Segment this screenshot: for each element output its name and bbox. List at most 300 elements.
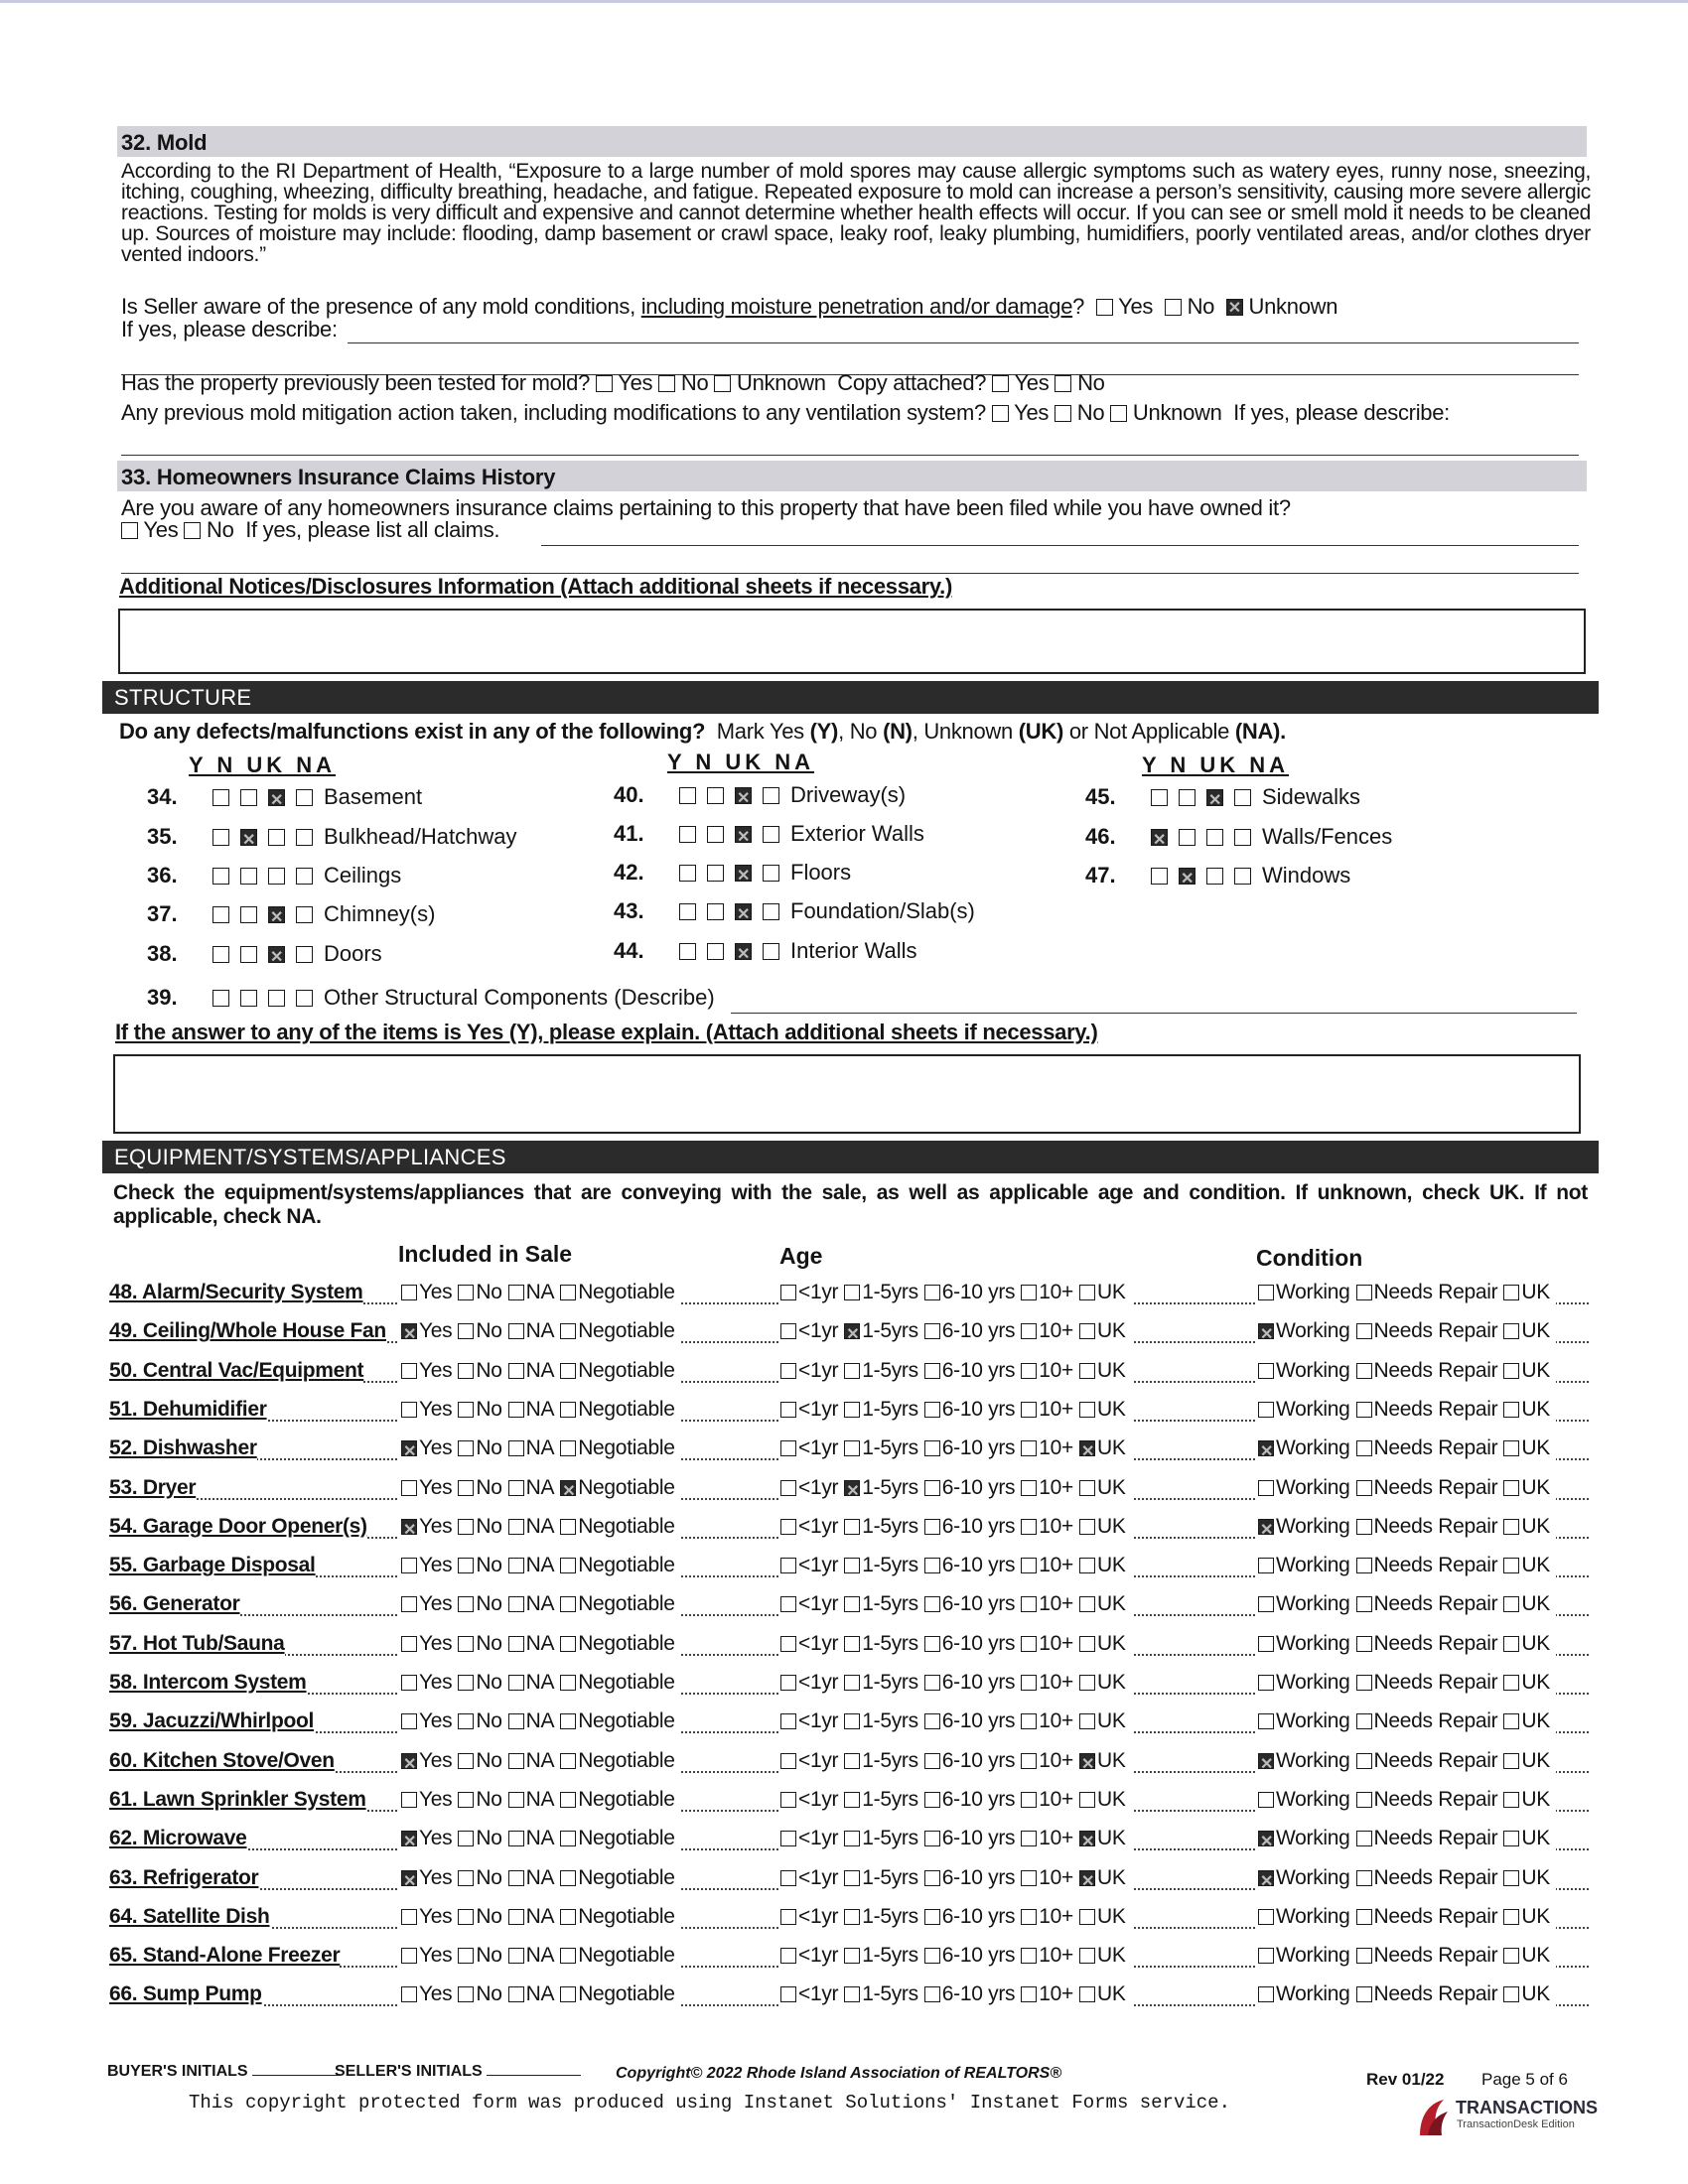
included-checkbox[interactable]	[560, 1675, 576, 1691]
included-option[interactable]	[560, 1788, 674, 1811]
condition-option[interactable]	[1258, 1319, 1350, 1342]
condition-checkbox[interactable]	[1356, 1363, 1372, 1379]
condition-checkbox[interactable]	[1503, 1596, 1519, 1612]
age-checkbox[interactable]	[1021, 1558, 1037, 1573]
buyer-initials-field[interactable]	[252, 2075, 340, 2076]
condition-checkbox[interactable]	[1356, 1558, 1372, 1573]
included-checkbox[interactable]	[458, 1792, 474, 1808]
included-option[interactable]	[508, 1632, 555, 1655]
condition-checkbox[interactable]	[1503, 1440, 1519, 1456]
age-checkbox[interactable]	[1021, 1402, 1037, 1418]
age-option[interactable]	[1079, 1982, 1126, 2005]
included-option[interactable]	[458, 1866, 501, 1889]
condition-checkbox[interactable]	[1356, 1675, 1372, 1691]
included-option[interactable]	[401, 1944, 452, 1967]
condition-checkbox[interactable]	[1258, 1870, 1274, 1886]
age-option[interactable]	[780, 1905, 838, 1928]
age-checkbox[interactable]	[844, 1713, 860, 1729]
age-checkbox[interactable]	[844, 1675, 860, 1691]
age-option[interactable]	[1079, 1554, 1126, 1576]
condition-option[interactable]	[1503, 1788, 1550, 1811]
condition-checkbox[interactable]	[1258, 1519, 1274, 1535]
included-checkbox[interactable]	[458, 1675, 474, 1691]
age-checkbox[interactable]	[1021, 1675, 1037, 1691]
cb-n[interactable]	[1179, 789, 1196, 806]
age-option[interactable]	[1021, 1827, 1073, 1849]
age-checkbox[interactable]	[1021, 1948, 1037, 1964]
condition-option[interactable]	[1503, 1905, 1550, 1928]
age-checkbox[interactable]	[924, 1909, 940, 1925]
cb-na[interactable]	[296, 829, 313, 846]
included-option[interactable]	[458, 1436, 501, 1459]
age-option[interactable]	[780, 1632, 838, 1655]
condition-option[interactable]	[1356, 1554, 1498, 1576]
age-checkbox[interactable]	[844, 1596, 860, 1612]
age-checkbox[interactable]	[1079, 1363, 1095, 1379]
included-checkbox[interactable]	[508, 1285, 524, 1300]
included-option[interactable]	[560, 1359, 674, 1382]
cb-n[interactable]	[240, 990, 257, 1007]
age-checkbox[interactable]	[844, 1480, 860, 1496]
included-option[interactable]	[458, 1632, 501, 1655]
age-option[interactable]	[1021, 1359, 1073, 1382]
cb-na[interactable]	[763, 903, 779, 920]
age-checkbox[interactable]	[1021, 1480, 1037, 1496]
condition-option[interactable]	[1503, 1476, 1550, 1499]
cb-na[interactable]	[763, 787, 779, 804]
age-checkbox[interactable]	[844, 1636, 860, 1652]
condition-option[interactable]	[1258, 1281, 1350, 1303]
age-checkbox[interactable]	[780, 1519, 796, 1535]
age-option[interactable]	[780, 1592, 838, 1615]
condition-option[interactable]	[1356, 1515, 1498, 1538]
included-checkbox[interactable]	[560, 1519, 576, 1535]
age-checkbox[interactable]	[780, 1558, 796, 1573]
included-checkbox[interactable]	[508, 1363, 524, 1379]
age-checkbox[interactable]	[844, 1870, 860, 1886]
condition-checkbox[interactable]	[1503, 1948, 1519, 1964]
mold-q3-no-checkbox[interactable]	[1055, 405, 1071, 422]
included-checkbox[interactable]	[401, 1909, 417, 1925]
age-option[interactable]	[780, 1436, 838, 1459]
age-option[interactable]	[1079, 1709, 1126, 1732]
condition-checkbox[interactable]	[1356, 1323, 1372, 1339]
included-option[interactable]	[508, 1476, 555, 1499]
condition-checkbox[interactable]	[1503, 1636, 1519, 1652]
included-option[interactable]	[508, 1554, 555, 1576]
condition-checkbox[interactable]	[1356, 1986, 1372, 2002]
condition-option[interactable]	[1503, 1749, 1550, 1772]
age-checkbox[interactable]	[780, 1909, 796, 1925]
condition-option[interactable]	[1356, 1905, 1498, 1928]
condition-checkbox[interactable]	[1258, 1792, 1274, 1808]
age-checkbox[interactable]	[1021, 1713, 1037, 1729]
mold-q1-unknown-checkbox[interactable]	[1226, 299, 1243, 316]
cb-na[interactable]	[1234, 868, 1251, 885]
included-option[interactable]	[508, 1827, 555, 1849]
condition-checkbox[interactable]	[1258, 1363, 1274, 1379]
included-option[interactable]	[560, 1398, 674, 1421]
cb-n[interactable]	[1179, 829, 1196, 846]
included-checkbox[interactable]	[401, 1713, 417, 1729]
age-option[interactable]	[924, 1827, 1015, 1849]
included-checkbox[interactable]	[508, 1440, 524, 1456]
included-checkbox[interactable]	[458, 1558, 474, 1573]
age-option[interactable]	[780, 1982, 838, 2005]
cb-y[interactable]	[212, 789, 229, 806]
condition-option[interactable]	[1258, 1592, 1350, 1615]
age-checkbox[interactable]	[924, 1363, 940, 1379]
condition-checkbox[interactable]	[1356, 1636, 1372, 1652]
age-checkbox[interactable]	[924, 1558, 940, 1573]
age-checkbox[interactable]	[844, 1558, 860, 1573]
included-checkbox[interactable]	[401, 1285, 417, 1300]
included-option[interactable]	[458, 1709, 501, 1732]
age-checkbox[interactable]	[1079, 1870, 1095, 1886]
age-checkbox[interactable]	[924, 1675, 940, 1691]
cb-y[interactable]	[212, 990, 229, 1007]
included-checkbox[interactable]	[401, 1480, 417, 1496]
condition-option[interactable]	[1503, 1281, 1550, 1303]
condition-option[interactable]	[1503, 1866, 1550, 1889]
age-checkbox[interactable]	[924, 1986, 940, 2002]
condition-option[interactable]	[1356, 1476, 1498, 1499]
included-checkbox[interactable]	[508, 1558, 524, 1573]
age-option[interactable]	[1021, 1944, 1073, 1967]
included-option[interactable]	[401, 1319, 452, 1342]
included-checkbox[interactable]	[508, 1753, 524, 1769]
included-option[interactable]	[458, 1554, 501, 1576]
age-option[interactable]	[924, 1866, 1015, 1889]
age-checkbox[interactable]	[1021, 1831, 1037, 1846]
age-option[interactable]	[1079, 1359, 1126, 1382]
age-option[interactable]	[924, 1632, 1015, 1655]
condition-checkbox[interactable]	[1503, 1558, 1519, 1573]
age-option[interactable]	[780, 1398, 838, 1421]
age-checkbox[interactable]	[924, 1753, 940, 1769]
included-option[interactable]	[401, 1398, 452, 1421]
age-checkbox[interactable]	[1079, 1440, 1095, 1456]
age-option[interactable]	[844, 1866, 918, 1889]
included-option[interactable]	[560, 1632, 674, 1655]
age-option[interactable]	[1079, 1827, 1126, 1849]
age-checkbox[interactable]	[780, 1753, 796, 1769]
cb-na[interactable]	[296, 906, 313, 923]
condition-checkbox[interactable]	[1356, 1753, 1372, 1769]
age-checkbox[interactable]	[844, 1363, 860, 1379]
age-option[interactable]	[844, 1398, 918, 1421]
cb-n[interactable]	[240, 829, 257, 846]
age-checkbox[interactable]	[1079, 1986, 1095, 2002]
included-checkbox[interactable]	[458, 1909, 474, 1925]
condition-option[interactable]	[1258, 1866, 1350, 1889]
included-option[interactable]	[560, 1866, 674, 1889]
condition-option[interactable]	[1356, 1788, 1498, 1811]
condition-option[interactable]	[1356, 1632, 1498, 1655]
included-checkbox[interactable]	[560, 1753, 576, 1769]
age-option[interactable]	[1021, 1632, 1073, 1655]
age-checkbox[interactable]	[924, 1870, 940, 1886]
structure-other-describe-line[interactable]	[731, 1013, 1577, 1014]
condition-checkbox[interactable]	[1503, 1753, 1519, 1769]
included-checkbox[interactable]	[560, 1596, 576, 1612]
age-checkbox[interactable]	[1079, 1323, 1095, 1339]
age-option[interactable]	[844, 1632, 918, 1655]
age-option[interactable]	[844, 1982, 918, 2005]
condition-checkbox[interactable]	[1258, 1323, 1274, 1339]
included-option[interactable]	[401, 1515, 452, 1538]
included-option[interactable]	[560, 1436, 674, 1459]
condition-checkbox[interactable]	[1356, 1519, 1372, 1535]
condition-checkbox[interactable]	[1258, 1831, 1274, 1846]
age-checkbox[interactable]	[780, 1285, 796, 1300]
condition-checkbox[interactable]	[1503, 1909, 1519, 1925]
age-checkbox[interactable]	[1021, 1986, 1037, 2002]
included-option[interactable]	[401, 1749, 452, 1772]
condition-option[interactable]	[1356, 1319, 1498, 1342]
included-checkbox[interactable]	[560, 1909, 576, 1925]
included-option[interactable]	[508, 1944, 555, 1967]
condition-option[interactable]	[1356, 1281, 1498, 1303]
included-checkbox[interactable]	[401, 1986, 417, 2002]
cb-na[interactable]	[1234, 829, 1251, 846]
included-option[interactable]	[560, 1905, 674, 1928]
mold-q3-unknown-checkbox[interactable]	[1110, 405, 1127, 422]
age-checkbox[interactable]	[844, 1948, 860, 1964]
cb-na[interactable]	[296, 868, 313, 885]
included-option[interactable]	[401, 1632, 452, 1655]
age-option[interactable]	[1079, 1515, 1126, 1538]
condition-checkbox[interactable]	[1258, 1909, 1274, 1925]
included-option[interactable]	[401, 1436, 452, 1459]
age-option[interactable]	[924, 1671, 1015, 1694]
cb-n[interactable]	[707, 865, 724, 882]
cb-uk[interactable]	[268, 789, 285, 806]
included-checkbox[interactable]	[508, 1519, 524, 1535]
age-option[interactable]	[924, 1592, 1015, 1615]
included-checkbox[interactable]	[508, 1596, 524, 1612]
age-checkbox[interactable]	[780, 1948, 796, 1964]
condition-checkbox[interactable]	[1503, 1713, 1519, 1729]
age-checkbox[interactable]	[924, 1948, 940, 1964]
included-checkbox[interactable]	[560, 1363, 576, 1379]
age-option[interactable]	[1021, 1866, 1073, 1889]
included-option[interactable]	[401, 1359, 452, 1382]
included-checkbox[interactable]	[560, 1792, 576, 1808]
age-checkbox[interactable]	[1021, 1792, 1037, 1808]
included-checkbox[interactable]	[458, 1636, 474, 1652]
included-checkbox[interactable]	[458, 1870, 474, 1886]
age-option[interactable]	[844, 1476, 918, 1499]
condition-option[interactable]	[1356, 1436, 1498, 1459]
age-option[interactable]	[924, 1749, 1015, 1772]
age-checkbox[interactable]	[1079, 1948, 1095, 1964]
condition-checkbox[interactable]	[1503, 1831, 1519, 1846]
age-option[interactable]	[1021, 1592, 1073, 1615]
age-checkbox[interactable]	[780, 1986, 796, 2002]
included-option[interactable]	[458, 1749, 501, 1772]
included-option[interactable]	[508, 1281, 555, 1303]
cb-n[interactable]	[707, 903, 724, 920]
condition-option[interactable]	[1356, 1827, 1498, 1849]
condition-checkbox[interactable]	[1503, 1323, 1519, 1339]
condition-checkbox[interactable]	[1258, 1558, 1274, 1573]
included-option[interactable]	[401, 1671, 452, 1694]
condition-checkbox[interactable]	[1356, 1285, 1372, 1300]
age-option[interactable]	[844, 1359, 918, 1382]
condition-checkbox[interactable]	[1258, 1675, 1274, 1691]
condition-option[interactable]	[1258, 1554, 1350, 1576]
cb-uk[interactable]	[735, 943, 752, 960]
age-checkbox[interactable]	[924, 1831, 940, 1846]
condition-option[interactable]	[1356, 1592, 1498, 1615]
included-checkbox[interactable]	[508, 1948, 524, 1964]
age-checkbox[interactable]	[780, 1480, 796, 1496]
included-checkbox[interactable]	[508, 1402, 524, 1418]
condition-option[interactable]	[1258, 1788, 1350, 1811]
age-checkbox[interactable]	[1021, 1323, 1037, 1339]
condition-checkbox[interactable]	[1503, 1519, 1519, 1535]
age-option[interactable]	[1079, 1476, 1126, 1499]
cb-n[interactable]	[707, 787, 724, 804]
included-option[interactable]	[508, 1436, 555, 1459]
included-option[interactable]	[401, 1788, 452, 1811]
included-option[interactable]	[560, 1749, 674, 1772]
included-option[interactable]	[401, 1866, 452, 1889]
cb-uk[interactable]	[268, 990, 285, 1007]
age-checkbox[interactable]	[1021, 1285, 1037, 1300]
included-checkbox[interactable]	[401, 1402, 417, 1418]
cb-uk[interactable]	[268, 906, 285, 923]
included-checkbox[interactable]	[401, 1948, 417, 1964]
claims-line-1[interactable]	[541, 545, 1579, 546]
condition-option[interactable]	[1258, 1436, 1350, 1459]
condition-option[interactable]	[1356, 1749, 1498, 1772]
included-checkbox[interactable]	[401, 1870, 417, 1886]
included-option[interactable]	[560, 1319, 674, 1342]
cb-n[interactable]	[240, 906, 257, 923]
cb-n[interactable]	[1179, 868, 1196, 885]
cb-uk[interactable]	[1206, 829, 1223, 846]
additional-notices-box[interactable]	[118, 609, 1586, 674]
included-option[interactable]	[458, 1476, 501, 1499]
included-checkbox[interactable]	[560, 1636, 576, 1652]
age-option[interactable]	[780, 1359, 838, 1382]
included-option[interactable]	[560, 1554, 674, 1576]
condition-option[interactable]	[1356, 1709, 1498, 1732]
condition-option[interactable]	[1258, 1515, 1350, 1538]
age-option[interactable]	[924, 1515, 1015, 1538]
copy-attached-no-checkbox[interactable]	[1055, 375, 1071, 392]
age-option[interactable]	[780, 1827, 838, 1849]
cb-na[interactable]	[296, 789, 313, 806]
age-checkbox[interactable]	[780, 1440, 796, 1456]
included-option[interactable]	[560, 1982, 674, 2005]
cb-y[interactable]	[212, 906, 229, 923]
included-checkbox[interactable]	[508, 1480, 524, 1496]
condition-checkbox[interactable]	[1258, 1753, 1274, 1769]
included-checkbox[interactable]	[401, 1636, 417, 1652]
age-checkbox[interactable]	[844, 1402, 860, 1418]
included-option[interactable]	[458, 1671, 501, 1694]
age-option[interactable]	[924, 1709, 1015, 1732]
included-checkbox[interactable]	[458, 1948, 474, 1964]
age-option[interactable]	[780, 1749, 838, 1772]
cb-na[interactable]	[763, 943, 779, 960]
age-checkbox[interactable]	[1079, 1713, 1095, 1729]
condition-option[interactable]	[1258, 1982, 1350, 2005]
age-option[interactable]	[924, 1436, 1015, 1459]
age-checkbox[interactable]	[1021, 1753, 1037, 1769]
age-option[interactable]	[924, 1359, 1015, 1382]
age-option[interactable]	[844, 1709, 918, 1732]
condition-checkbox[interactable]	[1503, 1480, 1519, 1496]
age-option[interactable]	[780, 1281, 838, 1303]
age-option[interactable]	[1079, 1944, 1126, 1967]
age-option[interactable]	[844, 1944, 918, 1967]
included-option[interactable]	[458, 1905, 501, 1928]
condition-option[interactable]	[1258, 1359, 1350, 1382]
included-checkbox[interactable]	[508, 1792, 524, 1808]
copy-attached-yes-checkbox[interactable]	[992, 375, 1009, 392]
age-option[interactable]	[780, 1709, 838, 1732]
age-option[interactable]	[844, 1281, 918, 1303]
cb-uk[interactable]	[735, 903, 752, 920]
condition-checkbox[interactable]	[1503, 1285, 1519, 1300]
age-option[interactable]	[1021, 1398, 1073, 1421]
included-checkbox[interactable]	[401, 1831, 417, 1846]
age-checkbox[interactable]	[924, 1480, 940, 1496]
included-option[interactable]	[458, 1515, 501, 1538]
age-option[interactable]	[1079, 1866, 1126, 1889]
mold-q2-yes-checkbox[interactable]	[596, 375, 613, 392]
condition-checkbox[interactable]	[1258, 1480, 1274, 1496]
age-checkbox[interactable]	[844, 1323, 860, 1339]
included-checkbox[interactable]	[401, 1753, 417, 1769]
condition-option[interactable]	[1356, 1982, 1498, 2005]
condition-option[interactable]	[1258, 1632, 1350, 1655]
age-option[interactable]	[844, 1319, 918, 1342]
included-checkbox[interactable]	[458, 1519, 474, 1535]
age-option[interactable]	[780, 1476, 838, 1499]
included-option[interactable]	[508, 1515, 555, 1538]
condition-checkbox[interactable]	[1356, 1596, 1372, 1612]
age-option[interactable]	[1021, 1554, 1073, 1576]
condition-option[interactable]	[1356, 1671, 1498, 1694]
condition-checkbox[interactable]	[1356, 1402, 1372, 1418]
included-option[interactable]	[508, 1709, 555, 1732]
seller-initials-field[interactable]	[487, 2075, 581, 2076]
condition-checkbox[interactable]	[1356, 1909, 1372, 1925]
age-option[interactable]	[844, 1905, 918, 1928]
age-option[interactable]	[844, 1515, 918, 1538]
condition-checkbox[interactable]	[1258, 1713, 1274, 1729]
included-option[interactable]	[508, 1788, 555, 1811]
condition-option[interactable]	[1503, 1398, 1550, 1421]
age-option[interactable]	[924, 1905, 1015, 1928]
condition-option[interactable]	[1258, 1827, 1350, 1849]
included-option[interactable]	[458, 1592, 501, 1615]
age-checkbox[interactable]	[1021, 1909, 1037, 1925]
included-checkbox[interactable]	[508, 1909, 524, 1925]
cb-na[interactable]	[296, 990, 313, 1007]
mold-q3-yes-checkbox[interactable]	[992, 405, 1009, 422]
age-checkbox[interactable]	[1079, 1636, 1095, 1652]
included-option[interactable]	[458, 1827, 501, 1849]
included-option[interactable]	[560, 1709, 674, 1732]
included-option[interactable]	[458, 1944, 501, 1967]
included-option[interactable]	[458, 1398, 501, 1421]
